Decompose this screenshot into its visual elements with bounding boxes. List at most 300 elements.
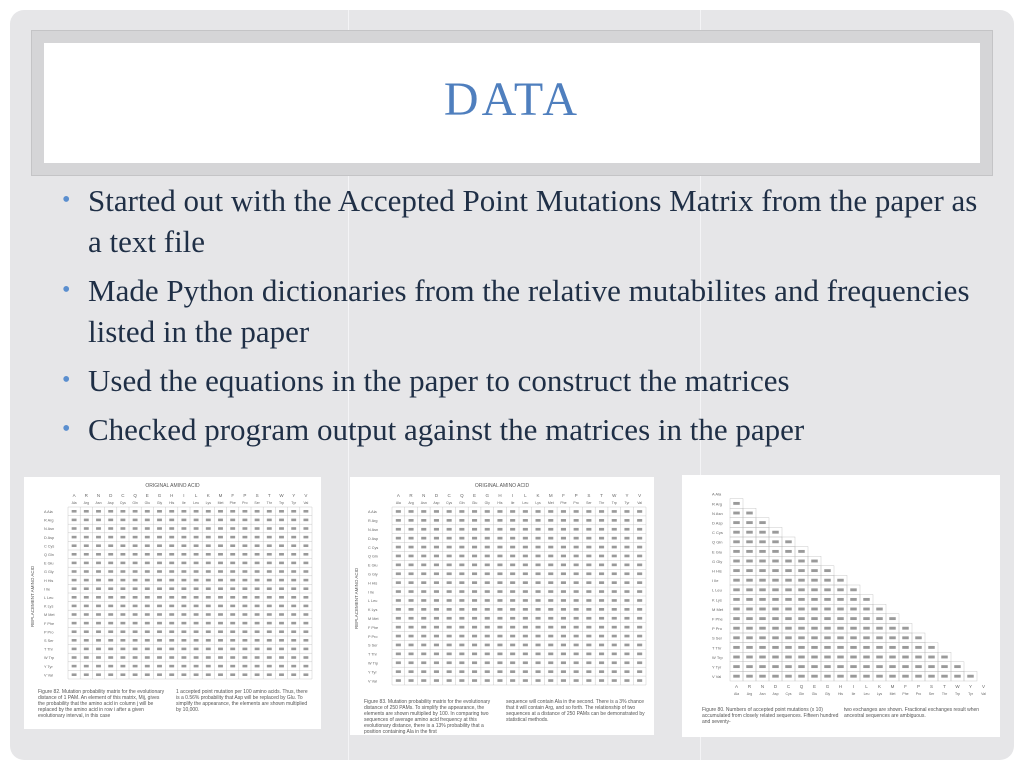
cell-value-mark bbox=[169, 596, 174, 599]
row-header: G Gly bbox=[368, 572, 378, 577]
cell-value-mark bbox=[291, 648, 296, 651]
cell-value-mark bbox=[145, 613, 150, 616]
column-header-abbrev: Asn bbox=[420, 501, 427, 505]
cell-value-mark bbox=[447, 644, 452, 647]
cell-value-mark bbox=[181, 596, 186, 599]
cell-value-mark bbox=[876, 675, 883, 678]
cell-value-mark bbox=[612, 510, 617, 513]
row-header: Y Tyr bbox=[44, 664, 53, 669]
cell-value-mark bbox=[157, 579, 162, 582]
cell-value-mark bbox=[586, 546, 591, 549]
cell-value-mark bbox=[409, 572, 414, 575]
cell-value-mark bbox=[133, 648, 138, 651]
cell-value-mark bbox=[548, 581, 553, 584]
column-header-letter: W bbox=[955, 684, 960, 689]
cell-value-mark bbox=[267, 510, 272, 513]
cell-value-mark bbox=[599, 528, 604, 531]
cell-value-mark bbox=[485, 590, 490, 593]
cell-value-mark bbox=[230, 639, 235, 642]
cell-value-mark bbox=[421, 644, 426, 647]
cell-value-mark bbox=[434, 546, 439, 549]
cell-value-mark bbox=[485, 644, 490, 647]
cell-value-mark bbox=[586, 661, 591, 664]
cell-value-mark bbox=[218, 510, 223, 513]
cell-value-mark bbox=[145, 527, 150, 530]
cell-value-mark bbox=[145, 596, 150, 599]
cell-value-mark bbox=[811, 656, 818, 659]
cell-value-mark bbox=[785, 569, 792, 572]
cell-value-mark bbox=[108, 544, 113, 547]
row-header: L Leu bbox=[368, 599, 378, 604]
cell-value-mark bbox=[206, 673, 211, 676]
cell-value-mark bbox=[746, 540, 753, 543]
cell-value-mark bbox=[612, 661, 617, 664]
cell-value-mark bbox=[586, 635, 591, 638]
cell-value-mark bbox=[472, 537, 477, 540]
cell-value-mark bbox=[510, 679, 515, 682]
cell-value-mark bbox=[485, 635, 490, 638]
cell-value-mark bbox=[206, 605, 211, 608]
cell-value-mark bbox=[409, 670, 414, 673]
cell-value-mark bbox=[279, 510, 284, 513]
figure-side-label: REPLACEMENT AMINO ACID bbox=[354, 567, 359, 629]
cell-value-mark bbox=[194, 673, 199, 676]
cell-value-mark bbox=[108, 673, 113, 676]
cell-value-mark bbox=[120, 648, 125, 651]
row-header: E Glu bbox=[368, 563, 378, 568]
cell-value-mark bbox=[291, 527, 296, 530]
cell-value-mark bbox=[637, 679, 642, 682]
cell-value-mark bbox=[279, 605, 284, 608]
cell-value-mark bbox=[785, 560, 792, 563]
bullet-icon: • bbox=[62, 416, 71, 442]
cell-value-mark bbox=[612, 564, 617, 567]
cell-value-mark bbox=[612, 635, 617, 638]
cell-value-mark bbox=[255, 527, 260, 530]
row-header: S Ser bbox=[368, 643, 378, 648]
cell-value-mark bbox=[255, 656, 260, 659]
cell-value-mark bbox=[485, 599, 490, 602]
bullet-list bbox=[58, 180, 978, 458]
cell-value-mark bbox=[574, 644, 579, 647]
cell-value-mark bbox=[242, 587, 247, 590]
cell-value-mark bbox=[72, 544, 77, 547]
cell-value-mark bbox=[396, 564, 401, 567]
cell-value-mark bbox=[837, 588, 844, 591]
cell-value-mark bbox=[194, 579, 199, 582]
cell-value-mark bbox=[523, 653, 528, 656]
cell-value-mark bbox=[510, 581, 515, 584]
cell-value-mark bbox=[785, 550, 792, 553]
cell-value-mark bbox=[523, 581, 528, 584]
cell-value-mark bbox=[561, 679, 566, 682]
cell-value-mark bbox=[396, 546, 401, 549]
column-header-abbrev: His bbox=[497, 501, 503, 505]
cell-value-mark bbox=[409, 590, 414, 593]
cell-value-mark bbox=[510, 546, 515, 549]
cell-value-mark bbox=[279, 519, 284, 522]
cell-value-mark bbox=[447, 510, 452, 513]
cell-value-mark bbox=[267, 587, 272, 590]
cell-value-mark bbox=[824, 627, 831, 630]
column-header-letter: N bbox=[760, 684, 765, 689]
cell-value-mark bbox=[586, 510, 591, 513]
cell-value-mark bbox=[536, 608, 541, 611]
cell-value-mark bbox=[637, 590, 642, 593]
cell-value-mark bbox=[599, 608, 604, 611]
column-header-letter: P bbox=[243, 493, 247, 498]
cell-value-mark bbox=[548, 679, 553, 682]
cell-value-mark bbox=[434, 528, 439, 531]
cell-value-mark bbox=[759, 521, 766, 524]
cell-value-mark bbox=[303, 553, 308, 556]
cell-value-mark bbox=[637, 528, 642, 531]
cell-value-mark bbox=[536, 519, 541, 522]
cell-value-mark bbox=[485, 661, 490, 664]
cell-value-mark bbox=[133, 587, 138, 590]
cell-value-mark bbox=[536, 599, 541, 602]
cell-value-mark bbox=[108, 656, 113, 659]
cell-value-mark bbox=[218, 596, 223, 599]
cell-value-mark bbox=[120, 639, 125, 642]
cell-value-mark bbox=[120, 622, 125, 625]
cell-value-mark bbox=[255, 544, 260, 547]
column-header-abbrev: Lys bbox=[876, 692, 883, 696]
cell-value-mark bbox=[624, 537, 629, 540]
column-header-abbrev: Val bbox=[303, 501, 309, 505]
cell-value-mark bbox=[72, 639, 77, 642]
row-header: N Asn bbox=[44, 527, 55, 532]
cell-value-mark bbox=[772, 675, 779, 678]
cell-value-mark bbox=[574, 528, 579, 531]
cell-value-mark bbox=[586, 617, 591, 620]
cell-value-mark bbox=[586, 644, 591, 647]
cell-value-mark bbox=[824, 579, 831, 582]
cell-value-mark bbox=[291, 587, 296, 590]
cell-value-mark bbox=[772, 540, 779, 543]
cell-value-mark bbox=[84, 648, 89, 651]
cell-value-mark bbox=[850, 588, 857, 591]
cell-value-mark bbox=[599, 519, 604, 522]
cell-value-mark bbox=[84, 519, 89, 522]
cell-value-mark bbox=[434, 599, 439, 602]
cell-value-mark bbox=[510, 626, 515, 629]
row-header: A Ala bbox=[44, 510, 53, 515]
column-header-abbrev: Ala bbox=[395, 501, 401, 505]
cell-value-mark bbox=[811, 569, 818, 572]
cell-value-mark bbox=[72, 562, 77, 565]
cell-value-mark bbox=[108, 527, 113, 530]
cell-value-mark bbox=[194, 665, 199, 668]
row-header: I Ile bbox=[44, 587, 51, 592]
cell-value-mark bbox=[157, 665, 162, 668]
cell-value-mark bbox=[206, 596, 211, 599]
column-header-letter: E bbox=[812, 684, 817, 689]
cell-value-mark bbox=[206, 579, 211, 582]
cell-value-mark bbox=[194, 553, 199, 556]
cell-value-mark bbox=[967, 675, 974, 678]
cell-value-mark bbox=[772, 588, 779, 591]
cell-value-mark bbox=[108, 562, 113, 565]
cell-value-mark bbox=[624, 510, 629, 513]
cell-value-mark bbox=[242, 519, 247, 522]
cell-value-mark bbox=[218, 656, 223, 659]
cell-value-mark bbox=[586, 572, 591, 575]
cell-value-mark bbox=[267, 553, 272, 556]
cell-value-mark bbox=[230, 665, 235, 668]
cell-value-mark bbox=[169, 630, 174, 633]
cell-value-mark bbox=[194, 605, 199, 608]
matrix-grid bbox=[366, 491, 648, 687]
cell-value-mark bbox=[637, 617, 642, 620]
cell-value-mark bbox=[624, 546, 629, 549]
cell-value-mark bbox=[733, 608, 740, 611]
cell-value-mark bbox=[72, 579, 77, 582]
cell-value-mark bbox=[586, 590, 591, 593]
cell-value-mark bbox=[291, 519, 296, 522]
cell-value-mark bbox=[84, 656, 89, 659]
cell-value-mark bbox=[612, 608, 617, 611]
row-header: I Ile bbox=[368, 590, 375, 595]
cell-value-mark bbox=[599, 564, 604, 567]
cell-value-mark bbox=[472, 617, 477, 620]
row-header: C Cys bbox=[44, 544, 55, 549]
cell-value-mark bbox=[759, 675, 766, 678]
cell-value-mark bbox=[459, 608, 464, 611]
bullet-text: Checked program output against the matrices in the paper bbox=[88, 412, 805, 447]
column-header-letter: H bbox=[170, 493, 174, 498]
cell-value-mark bbox=[194, 613, 199, 616]
cell-value-mark bbox=[72, 613, 77, 616]
cell-value-mark bbox=[459, 555, 464, 558]
cell-value-mark bbox=[434, 661, 439, 664]
cell-value-mark bbox=[447, 572, 452, 575]
cell-value-mark bbox=[96, 596, 101, 599]
cell-value-mark bbox=[837, 665, 844, 668]
cell-value-mark bbox=[612, 572, 617, 575]
cell-value-mark bbox=[785, 579, 792, 582]
cell-value-mark bbox=[255, 596, 260, 599]
cell-value-mark bbox=[612, 537, 617, 540]
cell-value-mark bbox=[279, 579, 284, 582]
cell-value-mark bbox=[108, 587, 113, 590]
cell-value-mark bbox=[837, 656, 844, 659]
column-header-abbrev: Ser bbox=[928, 692, 935, 696]
cell-value-mark bbox=[230, 605, 235, 608]
cell-value-mark bbox=[181, 579, 186, 582]
cell-value-mark bbox=[157, 553, 162, 556]
cell-value-mark bbox=[255, 519, 260, 522]
cell-value-mark bbox=[291, 570, 296, 573]
cell-value-mark bbox=[624, 519, 629, 522]
column-header-letter: R bbox=[84, 493, 88, 498]
cell-value-mark bbox=[798, 598, 805, 601]
cell-value-mark bbox=[447, 555, 452, 558]
cell-value-mark bbox=[447, 564, 452, 567]
cell-value-mark bbox=[733, 579, 740, 582]
cell-value-mark bbox=[181, 527, 186, 530]
figure-accepted-mutations-triangle bbox=[682, 475, 1000, 737]
cell-value-mark bbox=[523, 670, 528, 673]
cell-value-mark bbox=[574, 635, 579, 638]
cell-value-mark bbox=[733, 598, 740, 601]
cell-value-mark bbox=[459, 528, 464, 531]
cell-value-mark bbox=[84, 630, 89, 633]
column-header-abbrev: Gln bbox=[459, 501, 465, 505]
cell-value-mark bbox=[96, 553, 101, 556]
cell-value-mark bbox=[303, 587, 308, 590]
cell-value-mark bbox=[536, 537, 541, 540]
cell-value-mark bbox=[206, 544, 211, 547]
cell-value-mark bbox=[291, 622, 296, 625]
cell-value-mark bbox=[536, 626, 541, 629]
column-header-letter: N bbox=[96, 493, 101, 498]
cell-value-mark bbox=[267, 673, 272, 676]
column-header-letter: C bbox=[786, 684, 791, 689]
cell-value-mark bbox=[459, 679, 464, 682]
cell-value-mark bbox=[811, 560, 818, 563]
column-header-letter: I bbox=[183, 493, 185, 498]
bullet-text: Started out with the Accepted Point Mutations Matrix from the paper as a text file bbox=[88, 183, 978, 259]
cell-value-mark bbox=[409, 528, 414, 531]
cell-value-mark bbox=[181, 570, 186, 573]
cell-value-mark bbox=[421, 546, 426, 549]
cell-value-mark bbox=[242, 648, 247, 651]
cell-value-mark bbox=[145, 519, 150, 522]
cell-value-mark bbox=[746, 656, 753, 659]
cell-value-mark bbox=[120, 656, 125, 659]
cell-value-mark bbox=[169, 562, 174, 565]
row-header: R Arg bbox=[712, 501, 723, 507]
row-header: P Pro bbox=[44, 630, 54, 635]
cell-value-mark bbox=[485, 528, 490, 531]
cell-value-mark bbox=[733, 675, 740, 678]
cell-value-mark bbox=[876, 608, 883, 611]
cell-value-mark bbox=[612, 581, 617, 584]
cell-value-mark bbox=[206, 613, 211, 616]
cell-value-mark bbox=[145, 579, 150, 582]
cell-value-mark bbox=[157, 639, 162, 642]
cell-value-mark bbox=[279, 596, 284, 599]
cell-value-mark bbox=[108, 536, 113, 539]
cell-value-mark bbox=[586, 519, 591, 522]
cell-value-mark bbox=[902, 627, 909, 630]
cell-value-mark bbox=[169, 570, 174, 573]
cell-value-mark bbox=[485, 608, 490, 611]
cell-value-mark bbox=[599, 572, 604, 575]
cell-value-mark bbox=[954, 665, 961, 668]
column-header-letter: V bbox=[638, 493, 642, 498]
cell-value-mark bbox=[206, 562, 211, 565]
cell-value-mark bbox=[733, 646, 740, 649]
cell-value-mark bbox=[120, 587, 125, 590]
cell-value-mark bbox=[485, 653, 490, 656]
figure-caption: Figure 82. Mutation probability matrix for the evolutionary distance of 1 PAM. An element of this matrix, Mij, gives the probability that the amino acid in column j will be replaced by the amino acid in row i after a given evolutionary interval, in this case bbox=[38, 689, 165, 719]
cell-value-mark bbox=[497, 590, 502, 593]
column-header-letter: R bbox=[409, 493, 413, 498]
cell-value-mark bbox=[230, 613, 235, 616]
cell-value-mark bbox=[485, 546, 490, 549]
cell-value-mark bbox=[798, 579, 805, 582]
cell-value-mark bbox=[876, 617, 883, 620]
cell-value-mark bbox=[561, 572, 566, 575]
cell-value-mark bbox=[746, 665, 753, 668]
cell-value-mark bbox=[96, 562, 101, 565]
cell-value-mark bbox=[120, 605, 125, 608]
cell-value-mark bbox=[409, 581, 414, 584]
cell-value-mark bbox=[548, 617, 553, 620]
cell-value-mark bbox=[837, 579, 844, 582]
cell-value-mark bbox=[536, 590, 541, 593]
cell-value-mark bbox=[194, 630, 199, 633]
column-header-letter: D bbox=[434, 493, 439, 498]
cell-value-mark bbox=[267, 527, 272, 530]
cell-value-mark bbox=[447, 626, 452, 629]
cell-value-mark bbox=[876, 636, 883, 639]
cell-value-mark bbox=[108, 553, 113, 556]
column-header-letter: G bbox=[825, 684, 830, 689]
cell-value-mark bbox=[599, 653, 604, 656]
cell-value-mark bbox=[772, 608, 779, 611]
cell-value-mark bbox=[218, 639, 223, 642]
cell-value-mark bbox=[206, 630, 211, 633]
cell-value-mark bbox=[421, 564, 426, 567]
cell-value-mark bbox=[824, 656, 831, 659]
cell-value-mark bbox=[954, 675, 961, 678]
column-header-letter: H bbox=[838, 684, 843, 689]
column-header-letter: W bbox=[612, 493, 617, 498]
cell-value-mark bbox=[421, 670, 426, 673]
cell-value-mark bbox=[876, 665, 883, 668]
cell-value-mark bbox=[850, 665, 857, 668]
cell-value-mark bbox=[169, 673, 174, 676]
cell-value-mark bbox=[108, 596, 113, 599]
cell-value-mark bbox=[772, 560, 779, 563]
cell-value-mark bbox=[218, 648, 223, 651]
cell-value-mark bbox=[157, 544, 162, 547]
cell-value-mark bbox=[409, 644, 414, 647]
cell-value-mark bbox=[612, 617, 617, 620]
cell-value-mark bbox=[941, 656, 948, 659]
column-header-letter: P bbox=[916, 684, 921, 689]
cell-value-mark bbox=[824, 608, 831, 611]
cell-value-mark bbox=[84, 544, 89, 547]
cell-value-mark bbox=[586, 528, 591, 531]
cell-value-mark bbox=[574, 626, 579, 629]
cell-value-mark bbox=[120, 665, 125, 668]
cell-value-mark bbox=[510, 572, 515, 575]
cell-value-mark bbox=[194, 536, 199, 539]
cell-value-mark bbox=[181, 656, 186, 659]
cell-value-mark bbox=[485, 555, 490, 558]
cell-value-mark bbox=[733, 636, 740, 639]
cell-value-mark bbox=[850, 656, 857, 659]
cell-value-mark bbox=[561, 546, 566, 549]
cell-value-mark bbox=[206, 553, 211, 556]
cell-value-mark bbox=[230, 587, 235, 590]
cell-value-mark bbox=[108, 605, 113, 608]
column-header-abbrev: Ala bbox=[71, 501, 77, 505]
cell-value-mark bbox=[561, 608, 566, 611]
cell-value-mark bbox=[447, 635, 452, 638]
cell-value-mark bbox=[850, 598, 857, 601]
column-header-abbrev: Thr bbox=[266, 501, 272, 505]
cell-value-mark bbox=[746, 636, 753, 639]
cell-value-mark bbox=[206, 527, 211, 530]
cell-value-mark bbox=[242, 570, 247, 573]
column-header-letter: Y bbox=[625, 493, 629, 498]
cell-value-mark bbox=[459, 626, 464, 629]
